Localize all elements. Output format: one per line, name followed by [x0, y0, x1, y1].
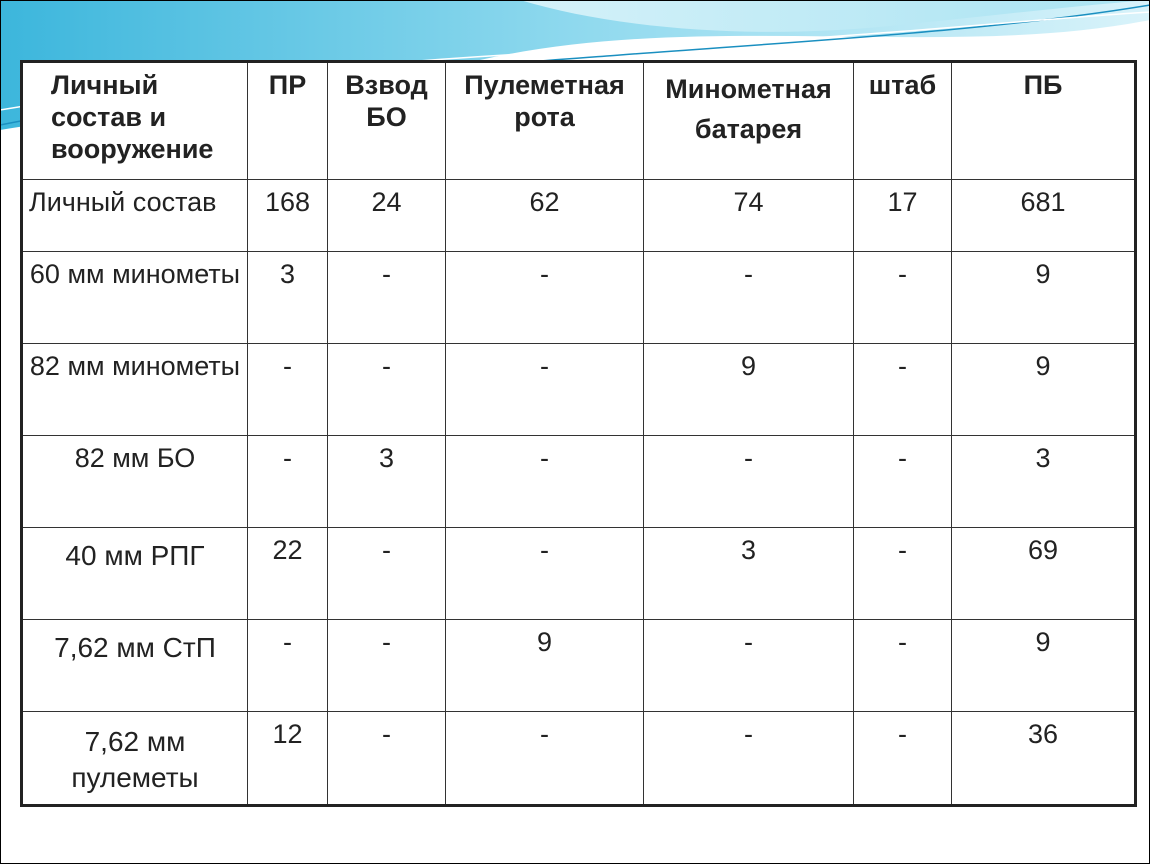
header-cell: Пулеметная рота: [446, 62, 644, 180]
table-cell: -: [446, 712, 644, 806]
table-cell: 24: [328, 180, 446, 252]
table-cell: -: [328, 620, 446, 712]
table-cell: -: [446, 344, 644, 436]
table-cell: 168: [248, 180, 328, 252]
table-cell: 3: [328, 436, 446, 528]
row-label: 40 мм РПГ: [22, 528, 248, 620]
table-cell: -: [854, 620, 952, 712]
row-label: 7,62 мм пулеметы: [22, 712, 248, 806]
table-cell: -: [644, 436, 854, 528]
table-cell: 22: [248, 528, 328, 620]
table-row: [22, 712, 1136, 806]
header-cell: штаб: [854, 62, 952, 180]
header-cell: Минометная батарея: [644, 62, 854, 180]
table-cell: 3: [644, 528, 854, 620]
table-cell: 62: [446, 180, 644, 252]
table-cell: -: [446, 528, 644, 620]
table-cell: 9: [952, 620, 1136, 712]
table-cell: 9: [952, 252, 1136, 344]
table-cell: 9: [952, 344, 1136, 436]
table-row: [22, 436, 1136, 528]
row-label: Личный состав: [22, 180, 248, 252]
weapons-table: [20, 60, 1137, 807]
table-cell: -: [644, 620, 854, 712]
table-cell: -: [248, 436, 328, 528]
table-cell: -: [328, 344, 446, 436]
table-row: [22, 528, 1136, 620]
table-row: [22, 344, 1136, 436]
table-cell: 17: [854, 180, 952, 252]
table-cell: 3: [952, 436, 1136, 528]
table-cell: -: [854, 528, 952, 620]
table-cell: 9: [644, 344, 854, 436]
table-cell: -: [248, 344, 328, 436]
header-cell: ПБ: [952, 62, 1136, 180]
table-cell: -: [248, 620, 328, 712]
table-cell: 74: [644, 180, 854, 252]
table-header-row: [22, 62, 1136, 180]
table-cell: 9: [446, 620, 644, 712]
table-cell: -: [854, 436, 952, 528]
table-cell: -: [328, 712, 446, 806]
header-cell: Взвод БО: [328, 62, 446, 180]
table-cell: 681: [952, 180, 1136, 252]
table-cell: -: [328, 528, 446, 620]
row-label: 82 мм БО: [22, 436, 248, 528]
table-cell: 3: [248, 252, 328, 344]
row-label: 82 мм минометы: [22, 344, 248, 436]
table-cell: -: [854, 252, 952, 344]
table-cell: -: [644, 712, 854, 806]
row-label: 60 мм минометы: [22, 252, 248, 344]
table-cell: 12: [248, 712, 328, 806]
table-cell: -: [446, 252, 644, 344]
table-cell: -: [854, 344, 952, 436]
table-cell: -: [644, 252, 854, 344]
table-row: [22, 252, 1136, 344]
table-cell: -: [446, 436, 644, 528]
table-cell: 69: [952, 528, 1136, 620]
header-cell: ПР: [248, 62, 328, 180]
table-cell: -: [854, 712, 952, 806]
table-row: [22, 620, 1136, 712]
table-cell: -: [328, 252, 446, 344]
header-cell: Личный состав и вооружение: [22, 62, 248, 180]
row-label: 7,62 мм СтП: [22, 620, 248, 712]
table-cell: 36: [952, 712, 1136, 806]
table-row: [22, 180, 1136, 252]
